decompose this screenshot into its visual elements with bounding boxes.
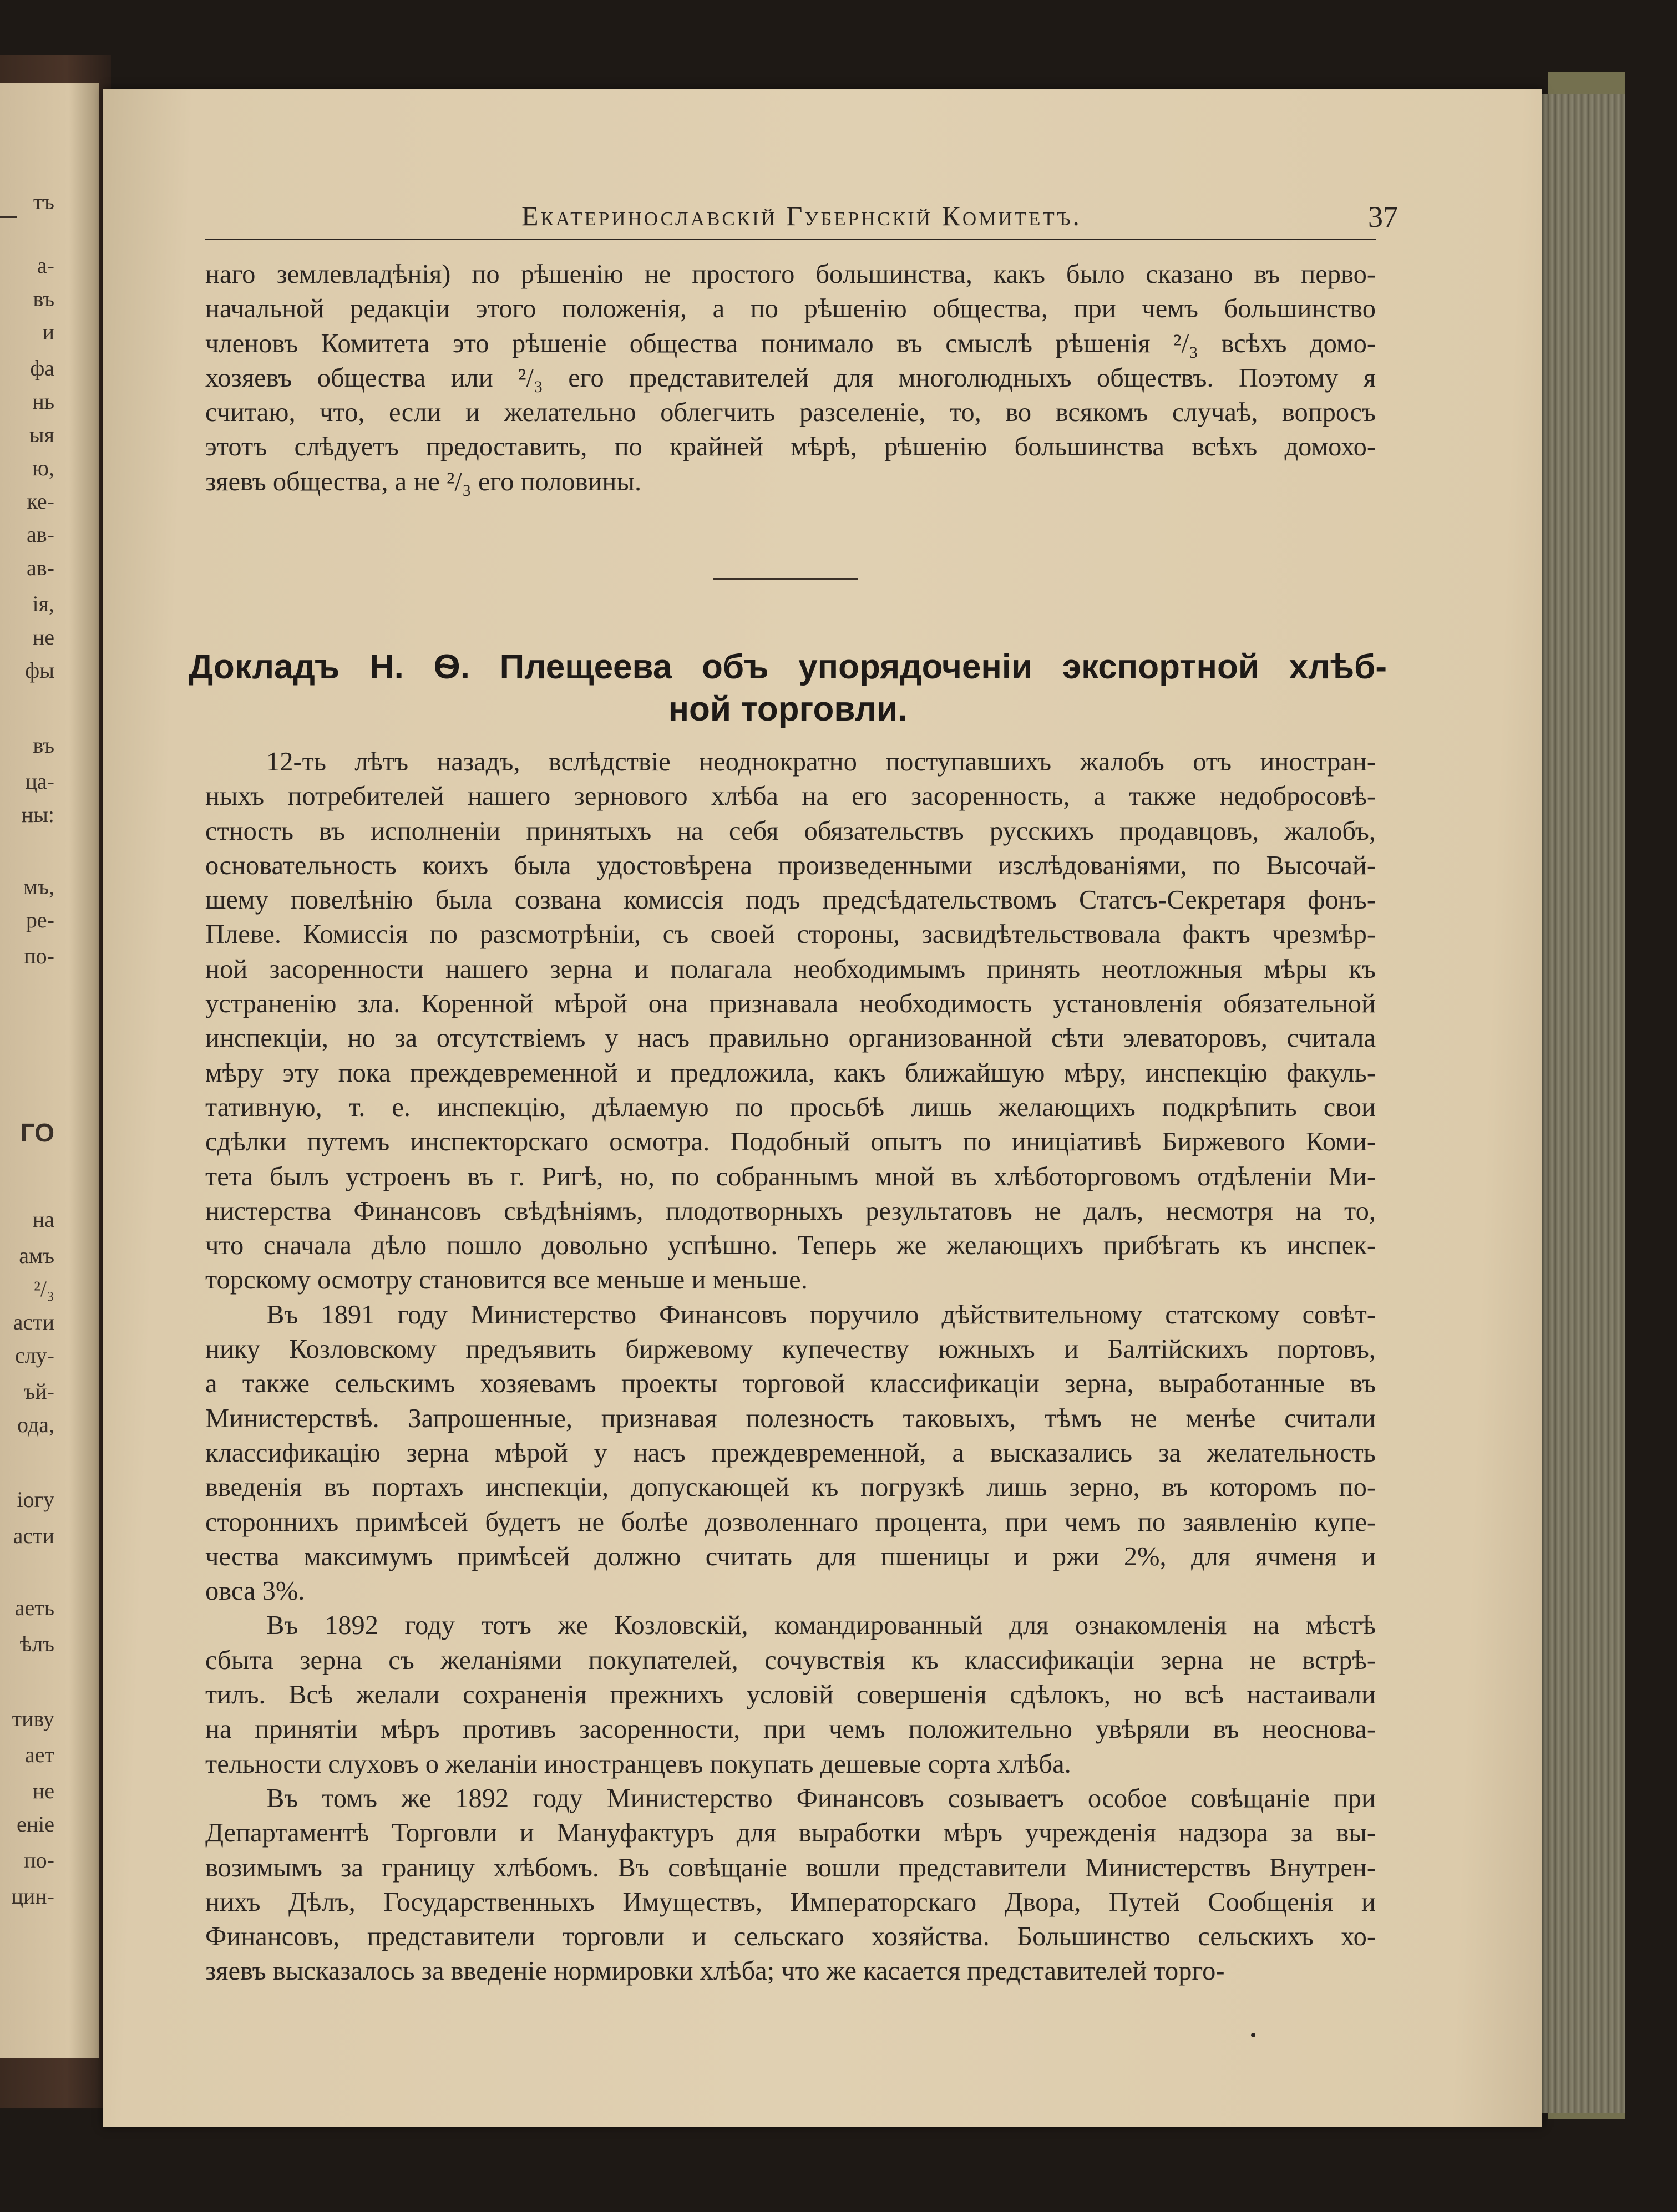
facing-page-fragment: фа	[30, 356, 54, 380]
facing-page-fragment: цин-	[11, 1884, 54, 1909]
text-line: стность въ исполненіи принятыхъ на себя обязательствъ русскихъ продавцовъ, жалобъ,	[205, 816, 1376, 846]
facing-page-fragment: ца-	[25, 769, 54, 794]
text-line: нихъ Дѣлъ, Государственныхъ Имуществъ, Императорскаго Двора, Путей Сообщенія и	[205, 1887, 1376, 1917]
facing-page-fragment: не	[32, 625, 54, 650]
text-line: этотъ слѣдуетъ предоставить, по крайней мѣрѣ, рѣшенію большинства всѣхъ домохо-	[205, 432, 1376, 462]
facing-page-fragment: въ	[33, 286, 54, 311]
facing-page-fragment: асти	[13, 1310, 54, 1335]
facing-page-fragment: не	[32, 1778, 54, 1803]
facing-page-fragment: ъй-	[23, 1379, 54, 1404]
text-line: считаю, что, если и желательно облегчить разселеніе, то, во всякомъ случаѣ, вопросъ	[205, 398, 1376, 428]
text-line: 12-ть лѣтъ назадъ, вслѣдствіе неоднократно поступавшихъ жалобъ отъ иностран-	[266, 747, 1376, 777]
facing-page-rule	[0, 216, 17, 218]
facing-page-fragment: по-	[24, 1848, 54, 1873]
text-line: классификацію зерна мѣрой у насъ преждевременной, а высказались за желательность	[205, 1438, 1376, 1468]
facing-page-fragment: іогу	[17, 1487, 54, 1512]
facing-page-fragment: слу-	[14, 1343, 54, 1368]
text-line: основательность коихъ была удостовѣрена произведенными изслѣдованіями, по Высочай-	[205, 850, 1376, 880]
text-line: ной засоренности нашего зерна и полагала необходимымъ принять неотложныя мѣры къ	[205, 954, 1376, 984]
section-separator	[713, 578, 858, 580]
facing-page-fragment: тъ	[33, 189, 54, 214]
text-line: чества максимумъ примѣсей должно считать для пшеницы и ржи 2%, для ячменя и	[205, 1541, 1376, 1571]
body-text	[205, 745, 1376, 1989]
facing-page-fragment: ю,	[32, 455, 54, 480]
facing-page-fragment: ке-	[27, 489, 54, 514]
text-line: Департаментѣ Торговли и Мануфактуръ для выработки мѣръ учрежденія надзора за вы-	[205, 1818, 1376, 1848]
text-line: возимымъ за границу хлѣбомъ. Въ совѣщаніе вошли представители Министерствъ Внутрен-	[205, 1853, 1376, 1883]
facing-page-fragment: ія,	[32, 591, 54, 616]
running-head: Екатеринославскій Губернскій Комитетъ.	[521, 200, 1082, 231]
page-number: 37	[1368, 200, 1398, 234]
facing-page-fragment: по-	[24, 943, 54, 968]
facing-page-fragment: ав-	[27, 522, 54, 547]
text-line: Въ 1892 году тотъ же Козловскій, командированный для ознакомленія на мѣстѣ	[266, 1611, 1376, 1641]
section-title	[189, 646, 1387, 730]
facing-page-fragment: на	[32, 1207, 54, 1232]
header-rule	[205, 239, 1376, 240]
text-line: тета былъ устроенъ въ г. Ригѣ, но, по собраннымъ мной въ хлѣботорговомъ отдѣленіи Ми-	[205, 1161, 1376, 1191]
facing-page-fragment: фы	[25, 658, 54, 683]
text-line: зяевъ высказалось за введеніе нормировки хлѣба; что же касается представителей торго-	[205, 1956, 1225, 1986]
text-line: устраненію зла. Коренной мѣрой она признавала необходимость установленія обязательной	[205, 989, 1376, 1019]
facing-page-fragment: ре-	[26, 907, 54, 932]
text-line: ныхъ потребителей нашего зернового хлѣба на его засоренность, а также недобросовѣ-	[205, 782, 1376, 811]
text-line: наго землевладѣнія) по рѣшенію не простого большинства, какъ было сказано въ перво-	[205, 260, 1376, 289]
text-line: что сначала дѣло пошло довольно успѣшно. Теперь же желающихъ прибѣгать къ инспек-	[205, 1231, 1376, 1261]
text-line: мѣру эту пока преждевременной и предложила, какъ ближайшую мѣру, инспекцію факуль-	[205, 1058, 1376, 1088]
text-line: зяевъ общества, а не ²/₃ его половины.	[205, 466, 642, 496]
facing-page-fragment: а-	[37, 253, 54, 278]
text-line: тельности слуховъ о желаніи иностранцевъ покупать дешевые сорта хлѣба.	[205, 1749, 1071, 1779]
text-line: Въ 1891 году Министерство Финансовъ поручило дѣйствительному статскому совѣт-	[266, 1300, 1376, 1330]
facing-page-fragment: амъ	[19, 1243, 54, 1268]
facing-page-fragment: ает	[25, 1742, 54, 1767]
text-line: стороннихъ примѣсей будетъ не болѣе дозволеннаго процента, при чемъ по заявленію купе-	[205, 1507, 1376, 1537]
text-line: нику Козловскому предъявить биржевому купечеству южныхъ и Балтійскихъ портовъ,	[205, 1335, 1376, 1364]
text-line: тилъ. Всѣ желали сохраненія прежнихъ условій совершенія сдѣлокъ, но всѣ настаивали	[205, 1680, 1376, 1710]
facing-page-fragment: еніе	[16, 1812, 54, 1836]
facing-page-fragment: ода,	[17, 1412, 54, 1437]
facing-page-fragment: асти	[13, 1523, 54, 1548]
facing-page-fragment: ²/₃	[33, 1276, 54, 1301]
section-title-line-2: ной торговли.	[668, 690, 908, 728]
text-line: членовъ Комитета это рѣшеніе общества понимало въ смыслѣ рѣшенія ²/₃ всѣхъ домо-	[205, 328, 1376, 358]
section-title-line-1: Докладъ Н. Ѳ. Плещеева объ упорядоченіи экспортной хлѣб-	[189, 648, 1387, 686]
facing-page-fragment: ГО	[20, 1118, 54, 1147]
intro-paragraph	[205, 257, 1376, 499]
facing-page-fragment: ны:	[21, 802, 54, 827]
facing-page-fragment: аеть	[14, 1595, 54, 1620]
text-line: хозяевъ общества или ²/₃ его представителей для многолюдныхъ обществъ. Поэтому я	[205, 363, 1376, 393]
text-line: введенія въ портахъ инспекціи, допускающей къ погрузкѣ лишь зерно, въ которомъ по-	[205, 1473, 1376, 1503]
facing-page-fragment: въ	[33, 733, 54, 758]
facing-page-fragment: мъ,	[23, 874, 54, 899]
text-line: торскому осмотру становится все меньше и меньше.	[205, 1265, 808, 1295]
text-line: Въ томъ же 1892 году Министерство Финансовъ созываетъ особое совѣщаніе при	[266, 1783, 1376, 1813]
page-speck	[1251, 2033, 1255, 2037]
facing-page-fragment: ѣлъ	[19, 1631, 54, 1656]
text-line: шему повелѣнію была созвана комиссія подъ предсѣдательствомъ Статсъ-Секретаря фонъ-	[205, 885, 1376, 915]
text-line: инспекціи, но за отсутствіемъ у насъ правильно организованной сѣти элеваторовъ, считала	[205, 1023, 1376, 1053]
facing-page-fragment: нь	[32, 389, 54, 414]
text-line: сдѣлки путемъ инспекторскаго осмотра. Подобный опытъ по иниціативѣ Биржевого Коми-	[205, 1127, 1376, 1157]
text-line: а также сельскимъ хозяевамъ проекты торговой классификаціи зерна, выработанные въ	[205, 1369, 1376, 1399]
text-line: овса 3%.	[205, 1576, 305, 1606]
text-line: Плеве. Комиссія по разсмотрѣніи, съ своей стороны, засвидѣтельствовала фактъ чрезмѣр-	[205, 920, 1376, 950]
text-line: нистерства Финансовъ свѣдѣніямъ, плодотворныхъ результатовъ не далъ, несмотря на то,	[205, 1196, 1376, 1226]
text-line: тативную, т. е. инспекцію, дѣлаемую по просьбѣ лишь желающихъ подкрѣпить свои	[205, 1092, 1376, 1122]
text-line: на принятіи мѣръ противъ засоренности, при чемъ положительно увѣряли въ неоснова-	[205, 1714, 1376, 1744]
facing-page-fragment: и	[42, 319, 54, 344]
text-line: сбыта зерна съ желаніями покупателей, сочувствія къ классификаціи зерна не встрѣ-	[205, 1645, 1376, 1675]
text-line: начальной редакціи этого положенія, а по рѣшенію общества, при чемъ большинство	[205, 294, 1376, 324]
facing-page-left	[0, 83, 99, 2058]
facing-page-fragment: тиву	[12, 1706, 54, 1731]
text-line: Финансовъ, представители торговли и сельскаго хозяйства. Большинство сельскихъ хо-	[205, 1922, 1376, 1952]
facing-page-fragment: ав-	[27, 555, 54, 580]
text-line: Министерствѣ. Запрошенные, признавая полезность таковыхъ, тѣмъ не менѣе считали	[205, 1403, 1376, 1433]
facing-page-fragment: ыя	[29, 422, 54, 447]
